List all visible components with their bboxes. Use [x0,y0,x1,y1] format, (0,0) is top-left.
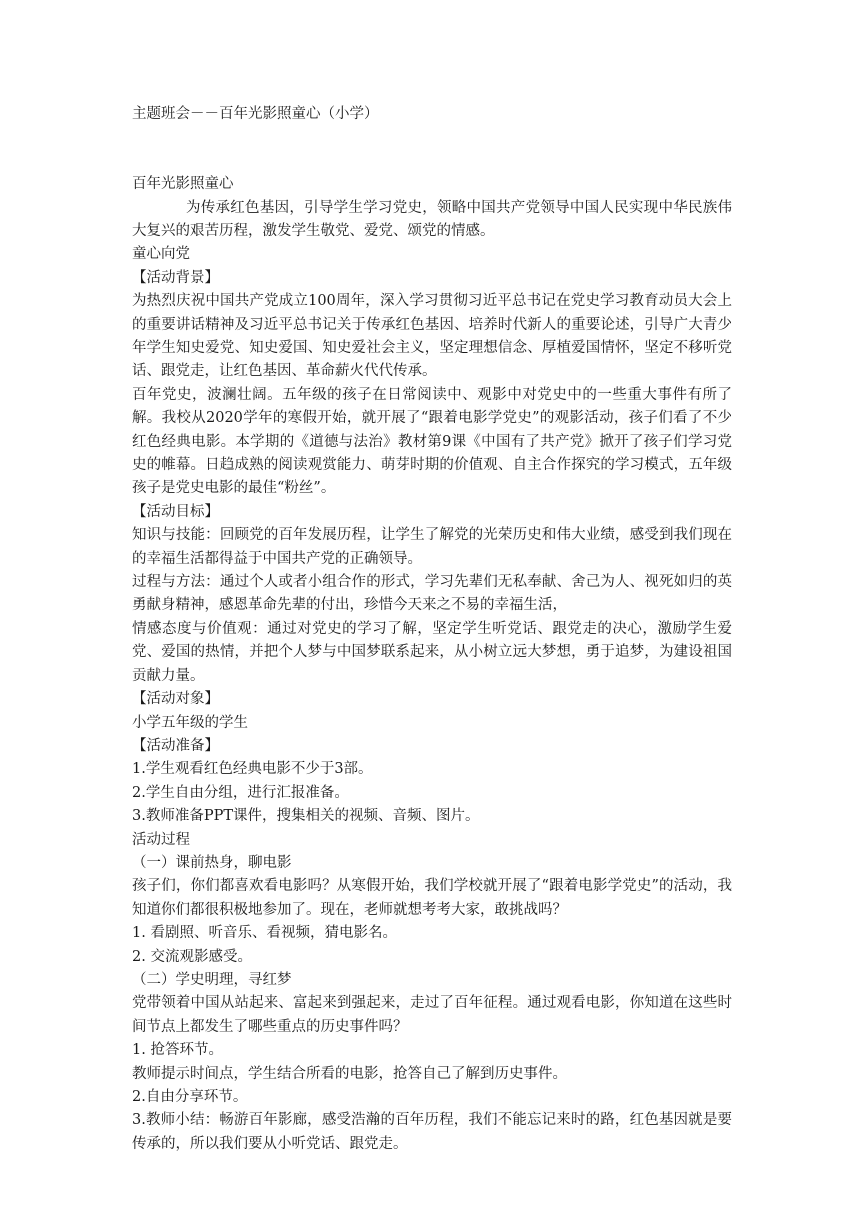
part2-item-1-desc: 教师提示时间点，学生结合所看的电影，抢答自己了解到历史事件。 [132,1065,567,1082]
part2-text: 党带领着中国从站起来、富起来到强起来，走过了百年征程。通过观看电影，你知道在这些时间节点上都发生了哪些重点的历史事件吗？ [132,995,732,1035]
background-heading: 【活动背景】 [132,269,219,286]
part1-text: 孩子们，你们都喜欢看电影吗？从寒假开始，我们学校就开展了“跟着电影学党史”的活动，我知道你们都很积极地参加了。现在，老师就想考考大家，敢挑战吗？ [132,878,732,918]
document-title: 主题班会－－百年光影照童心（小学） [132,106,379,122]
prep-item: 1.学生观看红色经典电影不少于3部。 [132,761,373,778]
blank-line [132,126,732,149]
goal-knowledge: 知识与技能：回顾党的百年发展历程，让学生了解党的光荣历史和伟大业绩，感受到我们现在的幸福生活都得益于中国共产党的正确领导。 [132,527,732,567]
target-text: 小学五年级的学生 [132,714,248,731]
part1-heading: （一）课前热身，聊电影 [132,854,292,871]
theme-line: 童心向党 [132,246,190,263]
intro-paragraph: 为传承红色基因，引导学生学习党史，领略中国共产党领导中国人民实现中华民族伟大复兴的艰苦历程，激发学生敬党、爱党、颂党的情感。 [132,199,732,239]
subtitle: 百年光影照童心 [132,176,234,193]
part2-item-3: 3.教师小结：畅游百年影廊，感受浩瀚的百年历程，我们不能忘记来时的路，红色基因就是要传承的，所以我们要从小听党话、跟党走。 [132,1112,732,1152]
blank-line [132,150,732,173]
prep-heading: 【活动准备】 [132,737,219,754]
part2-heading: （二）学史明理，寻红梦 [132,971,292,988]
part2-item-2: 2.自由分享环节。 [132,1089,248,1106]
goal-process: 过程与方法：通过个人或者小组合作的形式，学习先辈们无私奉献、舍己为人、视死如归的英勇献身精神，感恩革命先辈的付出，珍惜今天来之不易的幸福生活， [132,574,732,614]
document-body [132,103,732,1156]
goal-emotion: 情感态度与价值观：通过对党史的学习了解，坚定学生听党话、跟党走的决心，激励学生爱党、爱国的热情，并把个人梦与中国梦联系起来，从小树立远大梦想，勇于追梦，为建设祖国贡献力量。 [132,620,732,684]
background-paragraph-2: 百年党史，波澜壮阔。五年级的孩子在日常阅读中、观影中对党史中的一些重大事件有所了解。我校从2020学年的寒假开始，就开展了“跟着电影学党史”的观影活动，孩子们看了不少红色经典电影。本学期的《道德与法治》教材第9课《中国有了共产党》掀开了孩子们学习党史的帷幕。日趋成熟的阅读观赏能力、萌芽时期的价值观、自主合作探究的学习模式，五年级孩子是党史电影的最佳“粉丝”。 [132,386,732,497]
process-heading: 活动过程 [132,831,190,848]
goals-heading: 【活动目标】 [132,503,219,520]
target-heading: 【活动对象】 [132,691,219,708]
prep-item: 2.学生自由分组，进行汇报准备。 [132,784,349,801]
part1-item: 1. 看剧照、听音乐、看视频，猜电影名。 [132,925,397,942]
part2-item-1: 1. 抢答环节。 [132,1042,223,1059]
prep-item: 3.教师准备PPT课件，搜集相关的视频、音频、图片。 [132,808,480,825]
background-paragraph-1: 为热烈庆祝中国共产党成立100周年，深入学习贯彻习近平总书记在党史学习教育动员大会上的重要讲话精神及习近平总书记关于传承红色基因、培养时代新人的重要论述，引导广大青少年学生知史爱党、知史爱国、知史爱社会主义，坚定理想信念、厚植爱国情怀，坚定不移听党话、跟党走，让红色基因、革命薪火代代传承。 [132,293,732,380]
part1-item: 2. 交流观影感受。 [132,948,252,965]
